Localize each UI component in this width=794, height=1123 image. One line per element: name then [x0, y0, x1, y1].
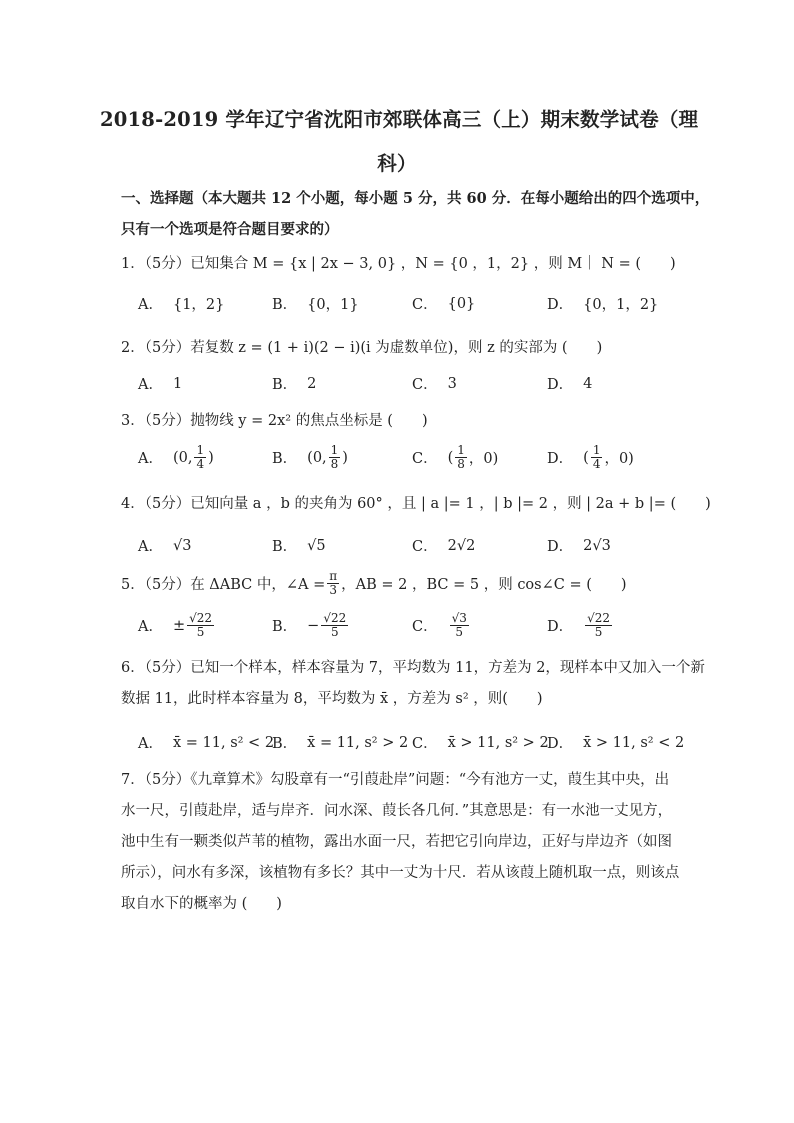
fraction: [455, 444, 467, 471]
exam-title-line-1: 2018-2019 学年辽宁省沈阳市郊联体高三（上）期末数学试卷（理: [100, 108, 699, 131]
option-label: C．: [412, 736, 438, 752]
question-6-options: [138, 732, 698, 762]
denominator: 5: [196, 625, 205, 639]
question-2-options: [138, 373, 698, 403]
question-4-options: [138, 535, 698, 565]
stem-line: 池中生有一颗类似芦苇的植物，露出水面一尺，若把它引向岸边，正好与岸边齐（如图: [121, 834, 672, 850]
numerator: √22: [323, 611, 347, 625]
option-label: B．: [272, 297, 298, 313]
option-label: A．: [138, 297, 163, 313]
option-label: A．: [138, 539, 163, 555]
option-a: [138, 732, 274, 753]
option-b: [272, 732, 408, 753]
option-text: 1: [172, 375, 183, 392]
option-suffix: ，0): [604, 451, 634, 467]
option-d: [547, 535, 611, 556]
denominator: 8: [330, 457, 339, 471]
option-text: x̄ > 11, s² < 2: [583, 734, 685, 751]
section-heading-line-2: 只有一个选项是符合题目要求的）: [121, 221, 339, 238]
option-label: B．: [272, 539, 298, 555]
fraction: [585, 612, 612, 639]
fraction: [321, 612, 348, 639]
question-5-stem: [121, 570, 627, 597]
denominator: 3: [329, 583, 338, 597]
option-label: B．: [272, 377, 298, 393]
option-a: [138, 444, 214, 471]
denominator: 4: [196, 457, 205, 471]
option-text: {0}: [447, 295, 476, 312]
fraction: [194, 444, 206, 471]
numerator: √3: [451, 611, 467, 625]
option-label: C．: [412, 377, 438, 393]
option-c: [412, 612, 471, 639]
stem-prefix: 5．（5分）在 ΔABC 中，∠A =: [121, 577, 326, 593]
option-label: C．: [412, 451, 438, 467]
question-1-options: [138, 293, 698, 323]
stem-suffix: ，AB = 2 ，BC = 5 ，则 cos∠C = ( ): [341, 577, 627, 593]
option-label: C．: [412, 539, 438, 555]
stem-line: 6．（5分）已知一个样本，样本容量为 7，平均数为 11，方差为 2，现样本中又加入一个新: [121, 660, 705, 676]
stem-line: 水一尺，引葭赴岸，适与岸齐．问水深、葭长各几何．”其意思是：有一水池一丈见方，: [121, 803, 673, 819]
question-1-stem: 1．（5分）已知集合 M = {x | 2x − 3, 0} ，N = {0 ，1，2} ，则 M｜ N = ( ): [121, 256, 676, 272]
section-heading-line-1: 一、选择题（本大题共 12 个小题，每小题 5 分，共 60 分．在每小题给出的四个选项中，: [121, 190, 710, 207]
option-a: [138, 373, 182, 394]
option-text: √5: [307, 537, 326, 554]
option-label: C．: [412, 297, 438, 313]
option-text: 3: [447, 375, 457, 392]
option-text: 2√3: [583, 537, 611, 554]
stem-line: 数据 11，此时样本容量为 8，平均数为 x̄ ，方差为 s² ，则( ): [121, 691, 543, 707]
option-a: [138, 612, 216, 639]
fraction: [591, 444, 603, 471]
numerator: π: [329, 569, 338, 583]
option-label: D．: [547, 451, 574, 467]
option-d: [547, 444, 634, 471]
denominator: 5: [455, 625, 464, 639]
option-d: [547, 293, 658, 314]
question-3-stem: 3．（5分）抛物线 y = 2x² 的焦点坐标是 ( ): [121, 413, 428, 429]
option-c: [412, 535, 475, 556]
option-label: D．: [547, 297, 574, 313]
option-text: 4: [583, 375, 593, 392]
option-label: A．: [138, 451, 163, 467]
exam-title-line-2: 科）: [377, 152, 417, 175]
fraction: [329, 444, 341, 471]
denominator: 8: [457, 457, 465, 471]
option-d: [547, 612, 614, 639]
option-label: A．: [138, 619, 163, 635]
question-7-stem: [121, 765, 681, 920]
option-text: 2: [307, 375, 317, 392]
fraction: [450, 612, 469, 639]
numerator: √22: [587, 611, 611, 625]
option-label: D．: [547, 619, 574, 635]
option-text: x̄ = 11, s² > 2: [307, 734, 409, 751]
option-prefix: (: [447, 449, 454, 466]
question-3-options: [138, 444, 698, 474]
option-prefix: −: [307, 617, 320, 634]
option-a: [138, 535, 191, 556]
option-label: B．: [272, 619, 298, 635]
option-suffix: ): [208, 449, 214, 466]
question-2-stem: 2．（5分）若复数 z = (1 + i)(2 − i)(i 为虚数单位)，则 z 的实部为 ( ): [121, 340, 603, 356]
option-suffix: ，0): [468, 451, 499, 467]
option-label: B．: [272, 736, 298, 752]
option-label: C．: [412, 619, 438, 635]
numerator: 1: [592, 443, 601, 457]
fraction: [187, 612, 214, 639]
option-text: √3: [172, 537, 192, 554]
option-c: [412, 444, 498, 471]
option-text: {0，1}: [307, 297, 359, 313]
option-text: 2√2: [447, 537, 476, 554]
numerator: √22: [189, 611, 213, 625]
option-text: {0，1，2}: [583, 297, 659, 313]
option-label: D．: [547, 539, 574, 555]
question-4-stem: 4．（5分）已知向量 a ，b 的夹角为 60° ，且 | a |= 1 ，| b |= 2 ，则 | 2a + b |= ( ): [121, 496, 711, 512]
option-prefix: (0,: [172, 449, 193, 466]
option-text: x̄ = 11, s² < 2: [172, 734, 275, 751]
option-c: [412, 732, 549, 753]
option-prefix: (: [583, 449, 589, 466]
question-5-options: [138, 612, 698, 642]
option-label: D．: [547, 377, 574, 393]
option-b: [272, 612, 350, 639]
option-label: D．: [547, 736, 574, 752]
denominator: 5: [594, 625, 603, 639]
option-c: [412, 373, 457, 394]
question-6-stem: [121, 653, 705, 715]
stem-line: 取自水下的概率为 ( ): [121, 896, 282, 912]
option-text: x̄ > 11, s² > 2: [447, 734, 549, 751]
option-c: [412, 293, 475, 314]
option-prefix: ±: [172, 617, 186, 634]
stem-line: 所示），问水有多深，该植物有多长？其中一丈为十尺．若从该葭上随机取一点，则该点: [121, 865, 680, 881]
option-text: {1，2}: [172, 297, 225, 313]
option-prefix: (0,: [307, 449, 327, 466]
option-suffix: ): [342, 449, 348, 466]
option-b: [272, 535, 326, 556]
option-b: [272, 373, 316, 394]
option-d: [547, 732, 684, 753]
option-a: [138, 293, 224, 314]
stem-line: 7．（5分）《九章算术》勾股章有一“引葭赴岸”问题：“今有池方一丈，葭生其中央，出: [121, 772, 670, 788]
option-label: A．: [138, 736, 163, 752]
denominator: 5: [330, 625, 339, 639]
numerator: 1: [196, 443, 205, 457]
option-label: A．: [138, 377, 163, 393]
option-label: B．: [272, 451, 298, 467]
option-d: [547, 373, 592, 394]
denominator: 4: [592, 457, 601, 471]
numerator: 1: [330, 443, 339, 457]
option-b: [272, 293, 359, 314]
option-b: [272, 444, 348, 471]
numerator: 1: [457, 443, 465, 457]
fraction: [327, 570, 339, 597]
